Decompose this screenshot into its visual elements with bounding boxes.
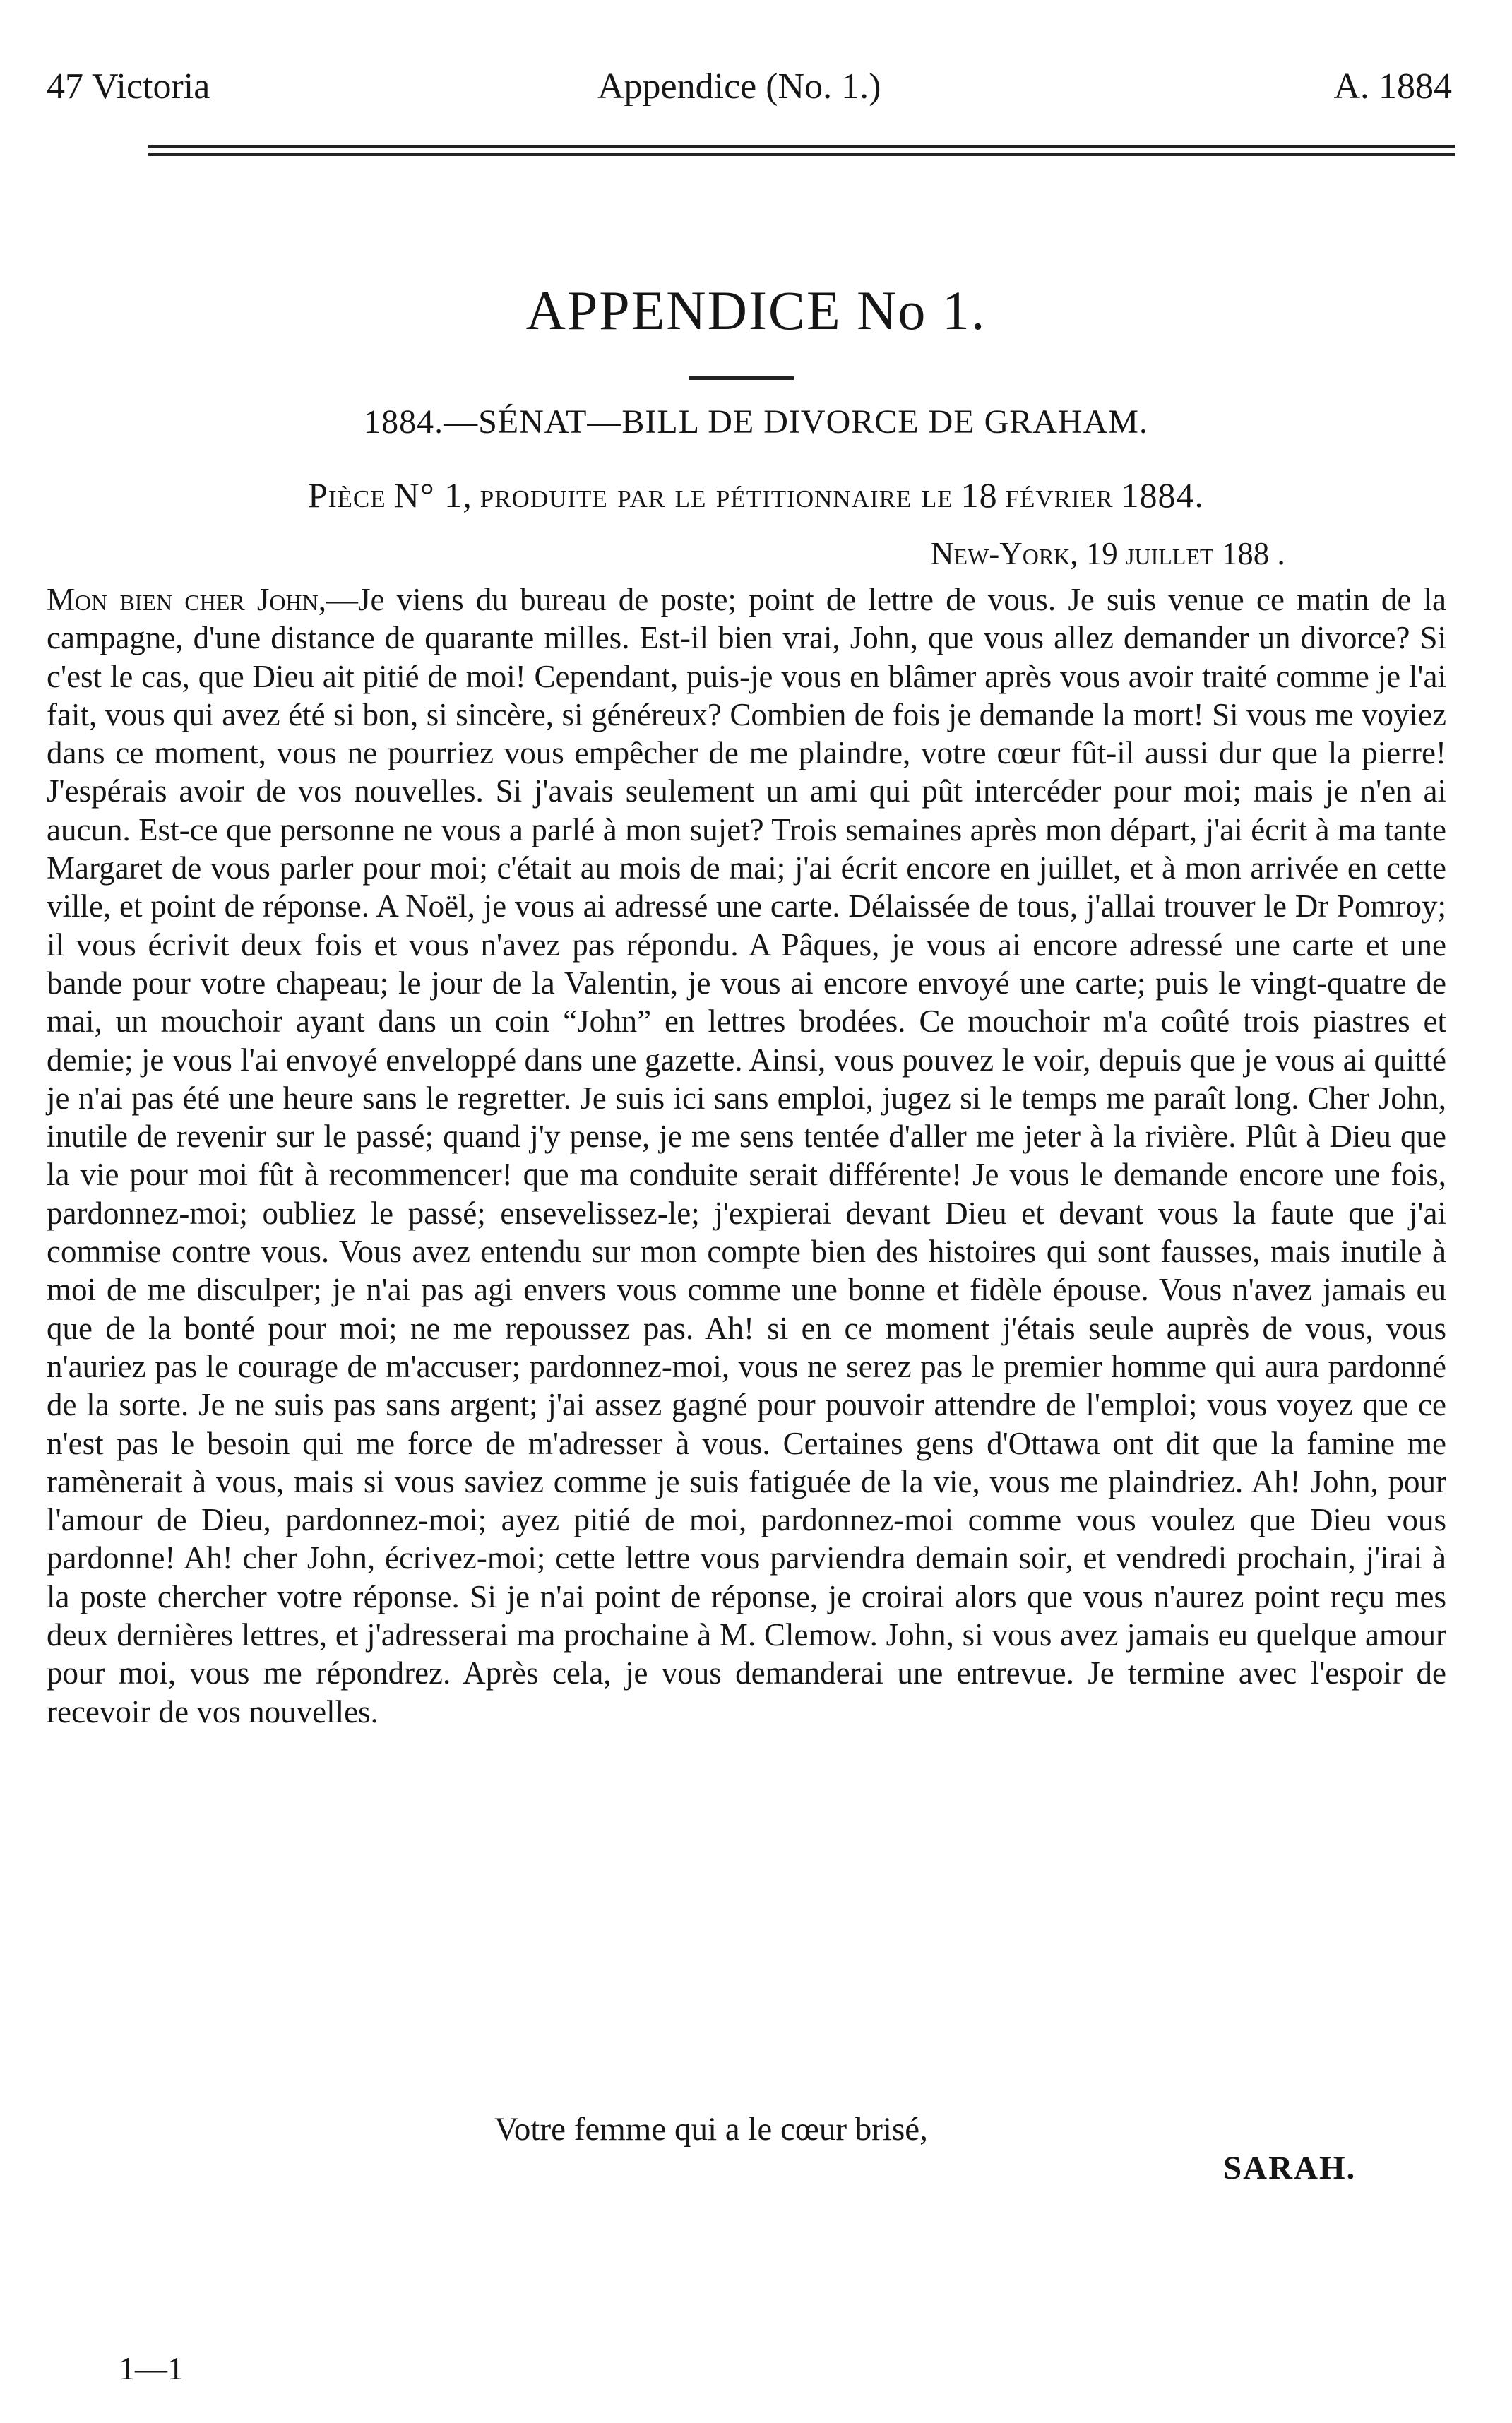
piece-year: 1884. <box>1121 475 1204 515</box>
running-head-center: Appendice (No. 1.) <box>597 66 881 107</box>
running-head-left: 47 Victoria <box>47 66 210 107</box>
running-head <box>47 62 1452 112</box>
piece-heading <box>0 475 1512 516</box>
letter-text: —Je viens du bureau de poste; point de lettre de vous. Je suis venue ce matin de la campagne, d'une distance de quarante milles. Est-il bien vrai, John, que vous allez demander un divorce? Si c'est le cas, que Dieu ait pitié de moi! Cependant, puis-je vous en blâmer après vous avoir traité comme je l'ai fait, vous qui avez été si bon, si sincère, si généreux? Combien de fois je demande la mort! Si vous me voyiez dans ce moment, vous ne pourriez vous empêcher de me plaindre, votre cœur fût-il aussi dur que la pierre! J'espérais avoir de vos nouvelles. Si j'avais seulement un ami qui pût intercéder pour moi; mais je n'en ai aucun. Est-ce que personne ne vous a parlé à mon sujet? Trois semaines après mon départ, j'ai écrit à ma tante Margaret de vous parler pour moi; c'était au mois de mai; j'ai écrit encore en juillet, et à mon arrivée en cette ville, et point de réponse. A Noël, je vous ai adressé une carte. Délaissée de tous, j'allai trouver le Dr Pomroy; il vous écrivit deux fois et vous n'avez pas répondu. A Pâques, je vous ai encore adressé une carte et une bande pour votre chapeau; le jour de la Valentin, je vous ai encore envoyé une carte; puis le vingt-quatre de mai, un mouchoir ayant dans un coin “John” en lettres brodées. Ce mouchoir m'a coûté trois piastres et demie; je vous l'ai envoyé enveloppé dans une gazette. Ainsi, vous pouvez le voir, depuis que je vous ai quitté je n'ai pas été une heure sans le regretter. Je suis ici sans emploi, jugez si le temps me paraît long. Cher John, inutile de revenir sur le passé; quand j'y pense, je me sens tentée d'aller me jeter à la rivière. Plût à Dieu que la vie pour moi fût à recommencer! que ma conduite serait différente! Je vous le demande encore une fois, pardonnez-moi; oubliez le passé; ensevelissez-le; j'expierai devant Dieu et devant vous la faute que j'ai commise contre vous. Vous avez entendu sur mon compte bien des histoires qui sont fausses, mais inutile à moi de me disculper; je n'ai pas agi envers vous comme une bonne et fidèle épouse. Vous n'avez jamais eu que de la bonté pour moi; ne me repoussez pas. Ah! si en ce moment j'étais seule auprès de vous, vous n'auriez pas le courage de m'accuser; pardonnez-moi, vous ne serez pas le premier homme qui aura pardonné de la sorte. Je ne suis pas sans argent; j'ai assez gagné pour pouvoir attendre de l'emploi; vous voyez que ce n'est pas le besoin qui me force de m'adresser à vous. Certaines gens d'Ottawa ont dit que la famine me ramènerait à vous, mais si vous saviez comme je suis fatiguée de la vie, vous me plaindriez. Ah! John, pour l'amour de Dieu, pardonnez-moi; ayez pitié de moi, pardonnez-moi comme vous voulez que Dieu vous pardonne! Ah! cher John, écrivez-moi; cette lettre vous parviendra demain soir, et vendredi prochain, j'irai à la poste chercher votre réponse. Si je n'ai point de réponse, je croirai alors que vous n'aurez point reçu mes deux dernières lettres, et j'adresserai ma prochaine à M. Clemow. John, si vous avez jamais eu quelque amour pour moi, vous me répondrez. Après cela, je vous demanderai une entrevue. Je termine avec l'espoir de recevoir de vos nouvelles. <box>47 582 1446 1730</box>
piece-prefix: Pièce <box>308 475 386 515</box>
page-folio: 1—1 <box>119 2350 184 2386</box>
letter-signature: SARAH. <box>1223 2150 1357 2186</box>
letter-salutation: Mon bien cher John, <box>47 582 326 617</box>
letter-body <box>47 581 1446 1731</box>
header-rule-bottom <box>148 153 1455 156</box>
bill-heading: 1884.—SÉNAT—BILL DE DIVORCE DE GRAHAM. <box>364 403 1148 441</box>
running-head-right: A. 1884 <box>1333 66 1452 107</box>
piece-month: février <box>1005 475 1114 515</box>
piece-middle: produite par le pétitionnaire le <box>480 475 953 515</box>
letter-closing: Votre femme qui a le cœur brisé, <box>494 2111 928 2148</box>
title-divider <box>689 376 794 380</box>
header-rule-top <box>148 145 1455 148</box>
piece-number: N° 1, <box>393 475 472 515</box>
letter-dateline: New-York, 19 juillet 188 . <box>931 536 1285 571</box>
piece-date: 18 <box>960 475 998 515</box>
appendix-title: APPENDICE No 1. <box>525 280 987 341</box>
